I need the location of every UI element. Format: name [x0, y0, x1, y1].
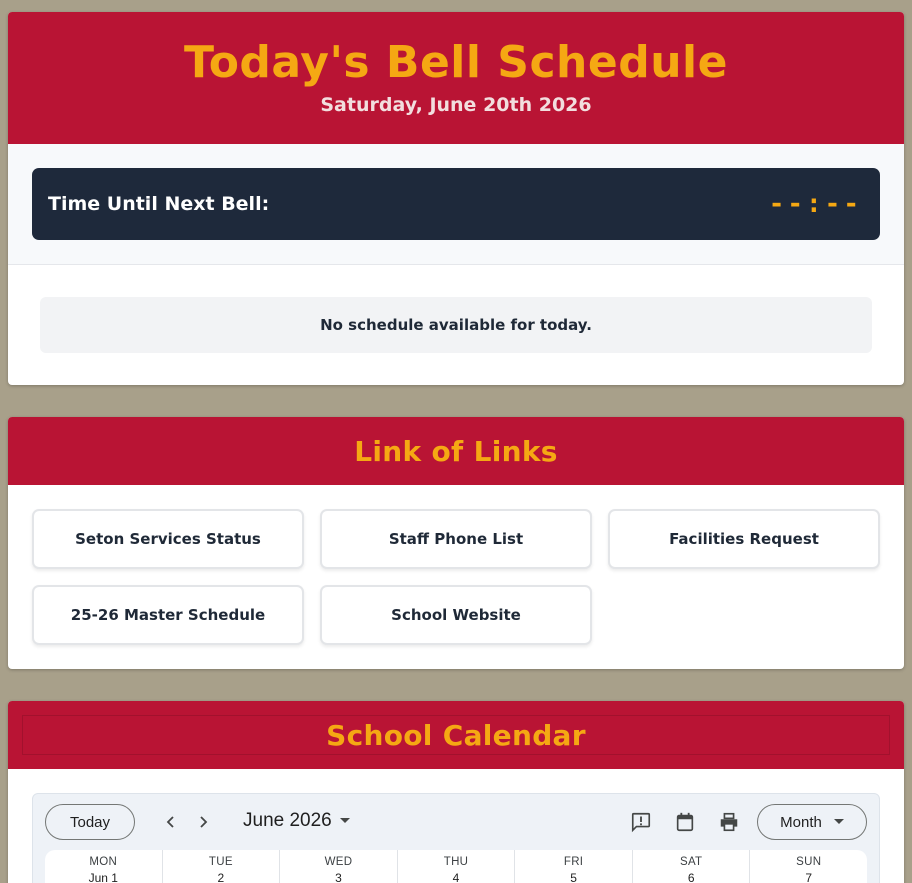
day-name: SAT: [679, 856, 703, 868]
view-selector[interactable]: [757, 804, 867, 840]
caret-down-icon: [340, 818, 350, 824]
chevron-right-icon[interactable]: [193, 812, 213, 832]
empty-schedule-message: No schedule available for today.: [40, 297, 872, 353]
links-header: [8, 417, 904, 485]
day-column-mon: [45, 850, 163, 883]
links-grid: [8, 485, 904, 669]
link-seton-services-status[interactable]: Seton Services Status: [32, 509, 304, 569]
schedule-area: [8, 265, 904, 385]
calendar-toolbar: [33, 794, 879, 850]
calendar-embed: [32, 793, 880, 883]
day-name: TUE: [208, 856, 233, 868]
print-icon[interactable]: [718, 811, 740, 833]
day-number: 3: [335, 871, 342, 883]
day-name: MON: [89, 856, 118, 868]
day-number: Jun 1: [88, 871, 118, 883]
link-school-website[interactable]: School Website: [320, 585, 592, 645]
link-facilities-request[interactable]: Facilities Request: [608, 509, 880, 569]
links-card: [8, 417, 904, 669]
day-column-thu: [398, 850, 516, 883]
day-number: 4: [452, 871, 460, 883]
day-column-tue: [163, 850, 281, 883]
link-master-schedule[interactable]: 25-26 Master Schedule: [32, 585, 304, 645]
caret-down-icon: [834, 819, 844, 825]
day-number: 6: [687, 871, 695, 883]
countdown-label: Time Until Next Bell:: [48, 193, 270, 215]
day-number: 2: [217, 871, 225, 883]
current-date: Saturday, June 20th 2026: [320, 94, 592, 116]
page-title: Today's Bell Schedule: [184, 37, 728, 88]
day-name: THU: [443, 856, 469, 868]
day-column-wed: [280, 850, 398, 883]
countdown-area: [8, 144, 904, 265]
day-column-sat: [633, 850, 751, 883]
day-number: 7: [805, 871, 813, 883]
month-selector[interactable]: [243, 810, 350, 832]
day-number: 5: [570, 871, 577, 883]
countdown-panel: [32, 168, 880, 240]
calendar-icon[interactable]: [674, 811, 696, 833]
calendar-header: [8, 701, 904, 769]
day-column-fri: [515, 850, 633, 883]
calendar-title: School Calendar: [326, 718, 586, 752]
day-name: WED: [324, 856, 353, 868]
chevron-left-icon[interactable]: [161, 812, 181, 832]
countdown-timer: --:--: [768, 189, 862, 219]
feedback-icon[interactable]: [630, 811, 652, 833]
day-column-sun: [750, 850, 867, 883]
today-button[interactable]: Today: [45, 804, 135, 840]
bell-schedule-card: [8, 12, 904, 385]
view-label: Month: [780, 813, 822, 831]
calendar-week-header: [45, 850, 867, 883]
link-staff-phone-list[interactable]: Staff Phone List: [320, 509, 592, 569]
day-name: FRI: [563, 856, 584, 868]
bell-schedule-header: [8, 12, 904, 144]
calendar-card: [8, 701, 904, 883]
links-title: Link of Links: [354, 434, 558, 468]
month-label: June 2026: [243, 810, 332, 831]
day-name: SUN: [796, 856, 822, 868]
